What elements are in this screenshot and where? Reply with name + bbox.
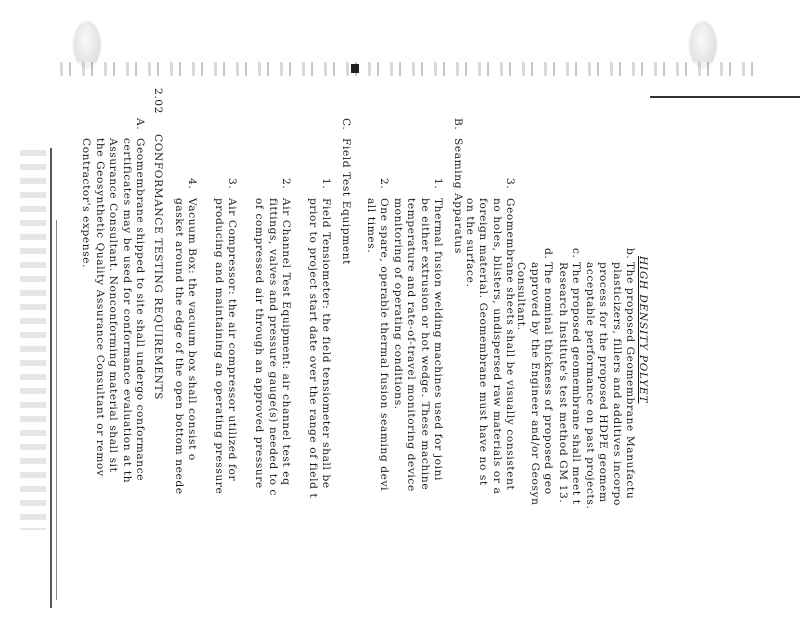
item-text-line: Assurance Consultant. Nonconforming material shall sit <box>107 138 120 473</box>
item-text-line: Geomembrane shipped to site shall undergo conformance <box>134 138 146 482</box>
item-text-line: CONFORMANCE TESTING REQUIREMENTS <box>152 134 164 401</box>
item-text-line: Vacuum Box: the vacuum box shall consist o <box>186 198 198 461</box>
item-marker: 3. <box>504 178 516 190</box>
item-marker: 1. <box>432 178 444 190</box>
item-marker: B. <box>452 118 464 131</box>
item-text-line: no holes, blisters, undispersed raw materials or a <box>490 198 503 495</box>
item-marker: A. <box>134 118 146 131</box>
item-text-line: monitoring of operating conditions. <box>391 198 404 410</box>
binder-edge-artifact <box>60 62 760 76</box>
item-text-line: prior to project start date over the range of field t <box>306 198 319 499</box>
margin-line <box>50 148 52 608</box>
item-text-line: of compressed air through an approved pressure <box>253 198 266 489</box>
item-text-line: fittings, valves and pressure gauge(s) needed to c <box>266 198 279 497</box>
item-marker: b. <box>624 248 636 260</box>
item-text-line: The proposed Geomembrane Manufactu <box>624 262 636 500</box>
item-text-line: certificates may be used for conformance evaluation at th <box>120 138 133 484</box>
item-marker: C. <box>340 118 352 131</box>
item-text-line: process for the proposed HDPE geomem <box>597 262 610 503</box>
item-text-line: all times. <box>364 198 377 254</box>
item-text-line: Geomembrane sheets shall be visually consistent <box>504 198 516 491</box>
item-text-line: Field Tensiometer: the field tensiometer shall be <box>320 198 332 489</box>
item-marker: 4. <box>186 178 198 190</box>
item-text-line: Thermal fusion welding machines used for joini <box>432 198 444 482</box>
header-rule <box>650 96 800 98</box>
item-text-line: the Geosynthetic Quality Assurance Consultant or remov <box>93 138 106 477</box>
item-text-line: be either extrusion or hot wedge. These machine <box>418 198 431 491</box>
item-text-line: producing and maintaining an operating pressure <box>212 198 225 495</box>
item-text-line: Seaming Apparatus <box>452 138 464 254</box>
item-text-line: approved by the Engineer and/or Geosyn <box>528 262 541 506</box>
item-text-line: foreign material. Geomembrane must have no st <box>477 198 490 486</box>
running-header: HIGH DENSITY POLYET <box>637 256 649 404</box>
item-text-line: Contractor's expense. <box>80 138 93 269</box>
item-text-line: Consultant. <box>515 262 528 331</box>
page-text-frame <box>80 88 652 618</box>
item-text-line: The proposed geomembrane shall meet t <box>570 262 582 505</box>
item-text-line: gasket around the edge of the open bottom neede <box>172 198 185 495</box>
item-text-line: Air Compressor: the air compressor utilized for <box>226 198 238 482</box>
item-text-line: Research Institute's test method GM 13. <box>556 262 569 504</box>
item-text-line: Air Channel Test Equipment: air channel test eq <box>280 198 292 486</box>
item-text-line: Field Test Equipment <box>340 138 352 266</box>
item-text-line: temperature and rate-of-travel monitoring device <box>405 198 418 492</box>
ink-mark <box>351 64 359 73</box>
item-text-line: acceptable performance on past projects. <box>583 262 596 510</box>
item-marker: c. <box>570 248 582 259</box>
item-text-line: One spare, operable thermal fusion seaming devi <box>378 198 390 492</box>
item-marker: d. <box>542 248 554 260</box>
item-marker: 2.02 <box>152 88 164 114</box>
item-text-line: The nominal thickness of proposed geo <box>542 262 554 495</box>
item-marker: 2. <box>378 178 390 190</box>
item-text-line: on the surface. <box>463 198 476 288</box>
item-marker: 3. <box>226 178 238 190</box>
rotated-page-content <box>80 88 652 618</box>
bleed-through-shadow <box>20 150 46 530</box>
item-marker: 2. <box>280 178 292 190</box>
item-text-line: plasticizers, fillers and additives incorpo <box>610 262 623 507</box>
margin-line-inner <box>56 220 57 600</box>
item-marker: 1. <box>320 178 332 190</box>
